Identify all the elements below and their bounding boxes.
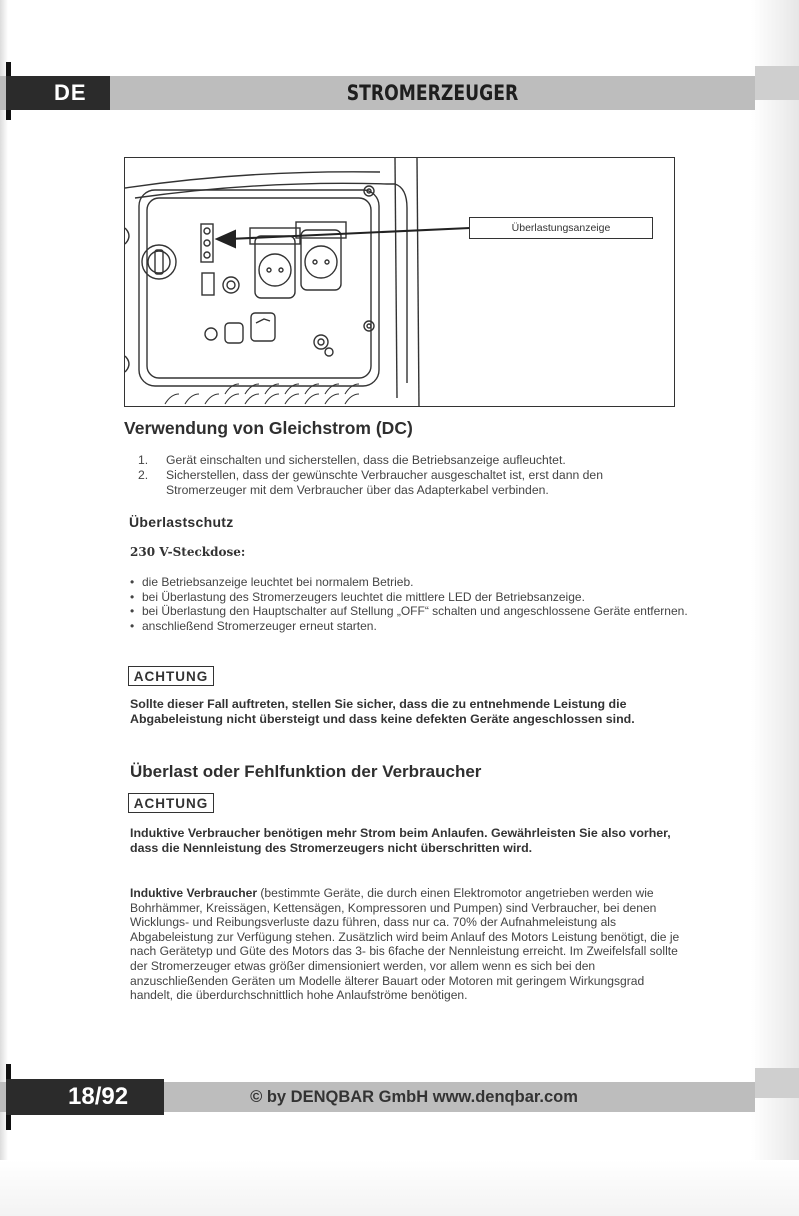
generator-panel-illustration <box>125 158 675 407</box>
list-item: • anschließend Stromerzeuger erneut starten. <box>130 618 377 633</box>
dc-steps-list <box>138 453 678 498</box>
list-item: • die Betriebsanzeige leuchtet bei normalem Betrieb. <box>130 575 414 589</box>
step-text: Gerät einschalten und sicherstellen, dass die Betriebsanzeige aufleuchtet. <box>166 453 566 467</box>
header-band-edge <box>755 66 799 100</box>
step-number: 1. <box>138 453 149 467</box>
bullet-text: anschließend Stromerzeuger erneut starten. <box>142 618 377 633</box>
paragraph-body: (bestimmte Geräte, die durch einen Elektromotor angetrieben werden wie Bohrhämmer, Kreissägen, Kettensägen, Kompressoren und Pumpen) sind Verbraucher, bei denen Wicklungs- und Reibungsverluste dazu führen, dass nur ca. 70% der Aufnahmeleistung als Abgabeleistung zur Verfügung stehen. Zusätzlich wird beim Anlauf des Motors Leistung benötigt, die je nach Gerätetyp und Güte des Motors das 3- bis 6fache der Nennleistung erreicht. Im Zweifelsfall sollte der Stromerzeuger etwas größer dimensioniert werden, vor allem wenn es sich bei den anzuschließenden Geräten um Modelle älterer Bauart oder Motoren mit geringem Wirkungsgrad handelt, die überdurchschnittlich hohe Anlaufströme benötigen. <box>130 886 680 1003</box>
page-bottom-shadow <box>0 1160 799 1216</box>
list-item <box>138 453 678 468</box>
bullet-text: bei Überlastung den Hauptschalter auf Stellung „OFF“ schalten und angeschlossene Geräte entfernen. <box>142 604 688 619</box>
step-number: 2. <box>138 468 149 482</box>
generator-panel-figure <box>124 157 675 407</box>
page-number-badge <box>6 1079 164 1115</box>
list-item: • bei Überlastung den Hauptschalter auf Stellung „OFF“ schalten und angeschlossene Geräte entfernen. <box>130 604 688 619</box>
list-item <box>138 468 678 498</box>
language-code: DE <box>54 80 87 105</box>
inductive-loads-paragraph <box>130 886 686 1003</box>
warning-label: ACHTUNG <box>128 666 214 686</box>
overload-section-title: Überlastschutz <box>129 514 234 530</box>
page-spine <box>0 0 8 1216</box>
language-badge <box>6 76 110 110</box>
page-edge-shadow <box>751 0 799 1216</box>
bullet-text: die Betriebsanzeige leuchtet bei normalem Betrieb. <box>142 575 414 589</box>
socket-heading: 230 V-Steckdose: <box>130 545 246 559</box>
paragraph-lead: Induktive Verbraucher <box>130 886 258 900</box>
warning-text: Induktive Verbraucher benötigen mehr Strom beim Anlaufen. Gewährleisten Sie also vorher, dass die Nennleistung des Stromerzeugers nicht überschritten wird. <box>130 826 671 855</box>
warning-label: ACHTUNG <box>128 793 214 813</box>
malfunction-section-title: Überlast oder Fehlfunktion der Verbraucher <box>130 762 482 781</box>
footer-copyright: © by DENQBAR GmbH www.denqbar.com <box>250 1087 578 1106</box>
page-title: STROMERZEUGER <box>346 81 519 105</box>
footer-band-edge <box>755 1068 799 1098</box>
dc-section-title: Verwendung von Gleichstrom (DC) <box>124 418 413 438</box>
step-text: Sicherstellen, dass der gewünschte Verbraucher ausgeschaltet ist, erst dann den Stromerzeuger mit dem Verbraucher über das Adapterkabel verbinden. <box>166 468 603 497</box>
overload-bullet-list <box>130 575 690 633</box>
page-number: 18/92 <box>68 1083 129 1110</box>
list-item: • bei Überlastung des Stromerzeugers leuchtet die mittlere LED der Betriebsanzeige. <box>130 589 585 604</box>
warning-text: Sollte dieser Fall auftreten, stellen Sie sicher, dass die zu entnehmende Leistung die Abgabeleistung nicht übersteigt und dass keine defekten Geräte angeschlossen sind. <box>130 697 635 726</box>
overload-indicator-callout: Überlastungsanzeige <box>469 217 653 239</box>
bullet-text: bei Überlastung des Stromerzeugers leuchtet die mittlere LED der Betriebsanzeige. <box>142 589 585 604</box>
